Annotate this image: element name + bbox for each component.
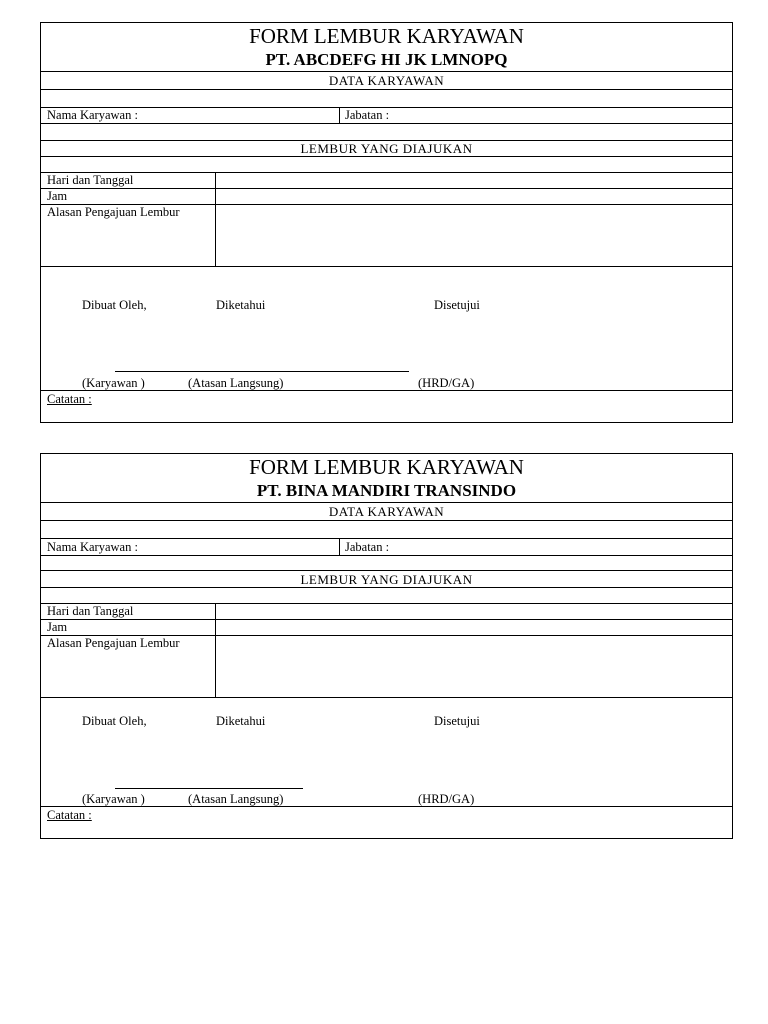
company-name: PT. BINA MANDIRI TRANSINDO	[256, 481, 517, 500]
hari-tanggal-label: Hari dan Tanggal	[47, 173, 134, 187]
diketahui-label: Diketahui	[216, 714, 266, 728]
dibuat-oleh-label: Dibuat Oleh,	[82, 298, 147, 312]
jabatan-label: Jabatan :	[345, 540, 390, 554]
jabatan-label: Jabatan :	[345, 108, 390, 122]
catatan-label: Catatan :	[47, 392, 92, 406]
overtime-form-2	[40, 453, 733, 839]
dibuat-oleh-label: Dibuat Oleh,	[82, 714, 147, 728]
disetujui-label: Disetujui	[434, 298, 480, 312]
nama-karyawan-label: Nama Karyawan :	[47, 540, 138, 554]
overtime-form-1	[40, 22, 733, 423]
karyawan-sign-label: (Karyawan )	[82, 792, 145, 806]
atasan-sign-label: (Atasan Langsung)	[188, 792, 284, 806]
section-data-karyawan: DATA KARYAWAN	[328, 73, 445, 88]
hrd-sign-label: (HRD/GA)	[418, 376, 475, 390]
section-lembur-diajukan: LEMBUR YANG DIAJUKAN	[300, 572, 473, 587]
atasan-sign-label: (Atasan Langsung)	[188, 376, 284, 390]
alasan-label: Alasan Pengajuan Lembur	[47, 205, 180, 219]
catatan-label: Catatan :	[47, 808, 92, 822]
signature-line	[115, 371, 409, 372]
section-data-karyawan: DATA KARYAWAN	[328, 504, 445, 519]
diketahui-label: Diketahui	[216, 298, 266, 312]
form-title: FORM LEMBUR KARYAWAN	[249, 24, 524, 48]
nama-karyawan-label: Nama Karyawan :	[47, 108, 138, 122]
signature-line	[115, 788, 303, 789]
form-title: FORM LEMBUR KARYAWAN	[249, 455, 524, 479]
jam-label: Jam	[47, 189, 68, 203]
disetujui-label: Disetujui	[434, 714, 480, 728]
hrd-sign-label: (HRD/GA)	[418, 792, 475, 806]
company-name: PT. ABCDEFG HI JK LMNOPQ	[265, 50, 508, 69]
hari-tanggal-label: Hari dan Tanggal	[47, 604, 134, 618]
section-lembur-diajukan: LEMBUR YANG DIAJUKAN	[300, 141, 473, 156]
alasan-label: Alasan Pengajuan Lembur	[47, 636, 180, 650]
karyawan-sign-label: (Karyawan )	[82, 376, 145, 390]
jam-label: Jam	[47, 620, 68, 634]
